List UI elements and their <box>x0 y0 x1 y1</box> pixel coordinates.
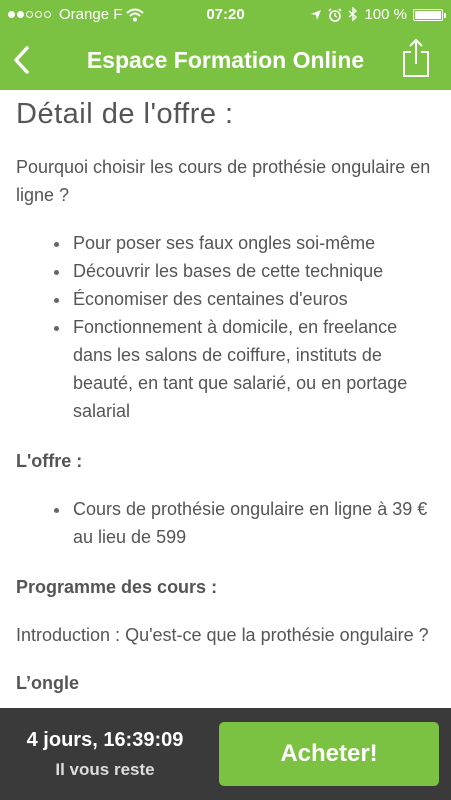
battery-icon <box>413 9 443 21</box>
list-item: • Pour poser ses faux ongles soi-même <box>71 229 435 257</box>
offer-list <box>16 495 435 551</box>
list-item: • Cours de prothésie ongulaire en ligne à 39 € au lieu de 599 <box>71 495 435 551</box>
location-arrow-icon <box>310 9 322 21</box>
countdown-timer <box>0 729 210 780</box>
section-heading: Détail de l'offre : <box>16 98 234 130</box>
share-icon[interactable] <box>401 38 431 78</box>
list-item: • Fonctionnement à domicile, en freelance dans les salons de coiffure, instituts de beauté, en tant que salarié, ou en portage salarial <box>71 313 435 425</box>
bluetooth-icon <box>348 7 358 22</box>
nail-section-title: L’ongle <box>16 673 79 693</box>
status-bar <box>0 0 451 30</box>
list-item: • Découvrir les bases de cette technique <box>71 257 435 285</box>
program-intro: Introduction : Qu'est-ce que la prothésie ongulaire ? <box>16 625 429 645</box>
list-item: • Économiser des centaines d'euros <box>71 285 435 313</box>
status-time: 07:20 <box>206 6 245 23</box>
program-title: Programme des cours : <box>16 577 218 597</box>
offer-title: L'offre : <box>16 451 83 471</box>
intro-text: Pourquoi choisir les cours de prothésie ongulaire en ligne ? <box>16 157 431 205</box>
offer-details-content[interactable] <box>0 90 451 800</box>
reasons-list <box>16 229 435 425</box>
countdown-label: Il vous reste <box>55 759 155 779</box>
purchase-footer <box>0 708 451 800</box>
battery-percentage: 100 % <box>364 6 407 23</box>
carrier-name: Orange F <box>59 6 123 23</box>
alarm-icon <box>328 8 342 22</box>
buy-button[interactable]: Acheter! <box>219 722 439 786</box>
page-title: Espace Formation Online <box>86 47 365 73</box>
navigation-bar <box>0 30 451 90</box>
countdown-value: 4 jours, 16:39:09 <box>26 728 184 751</box>
status-right <box>310 6 443 23</box>
